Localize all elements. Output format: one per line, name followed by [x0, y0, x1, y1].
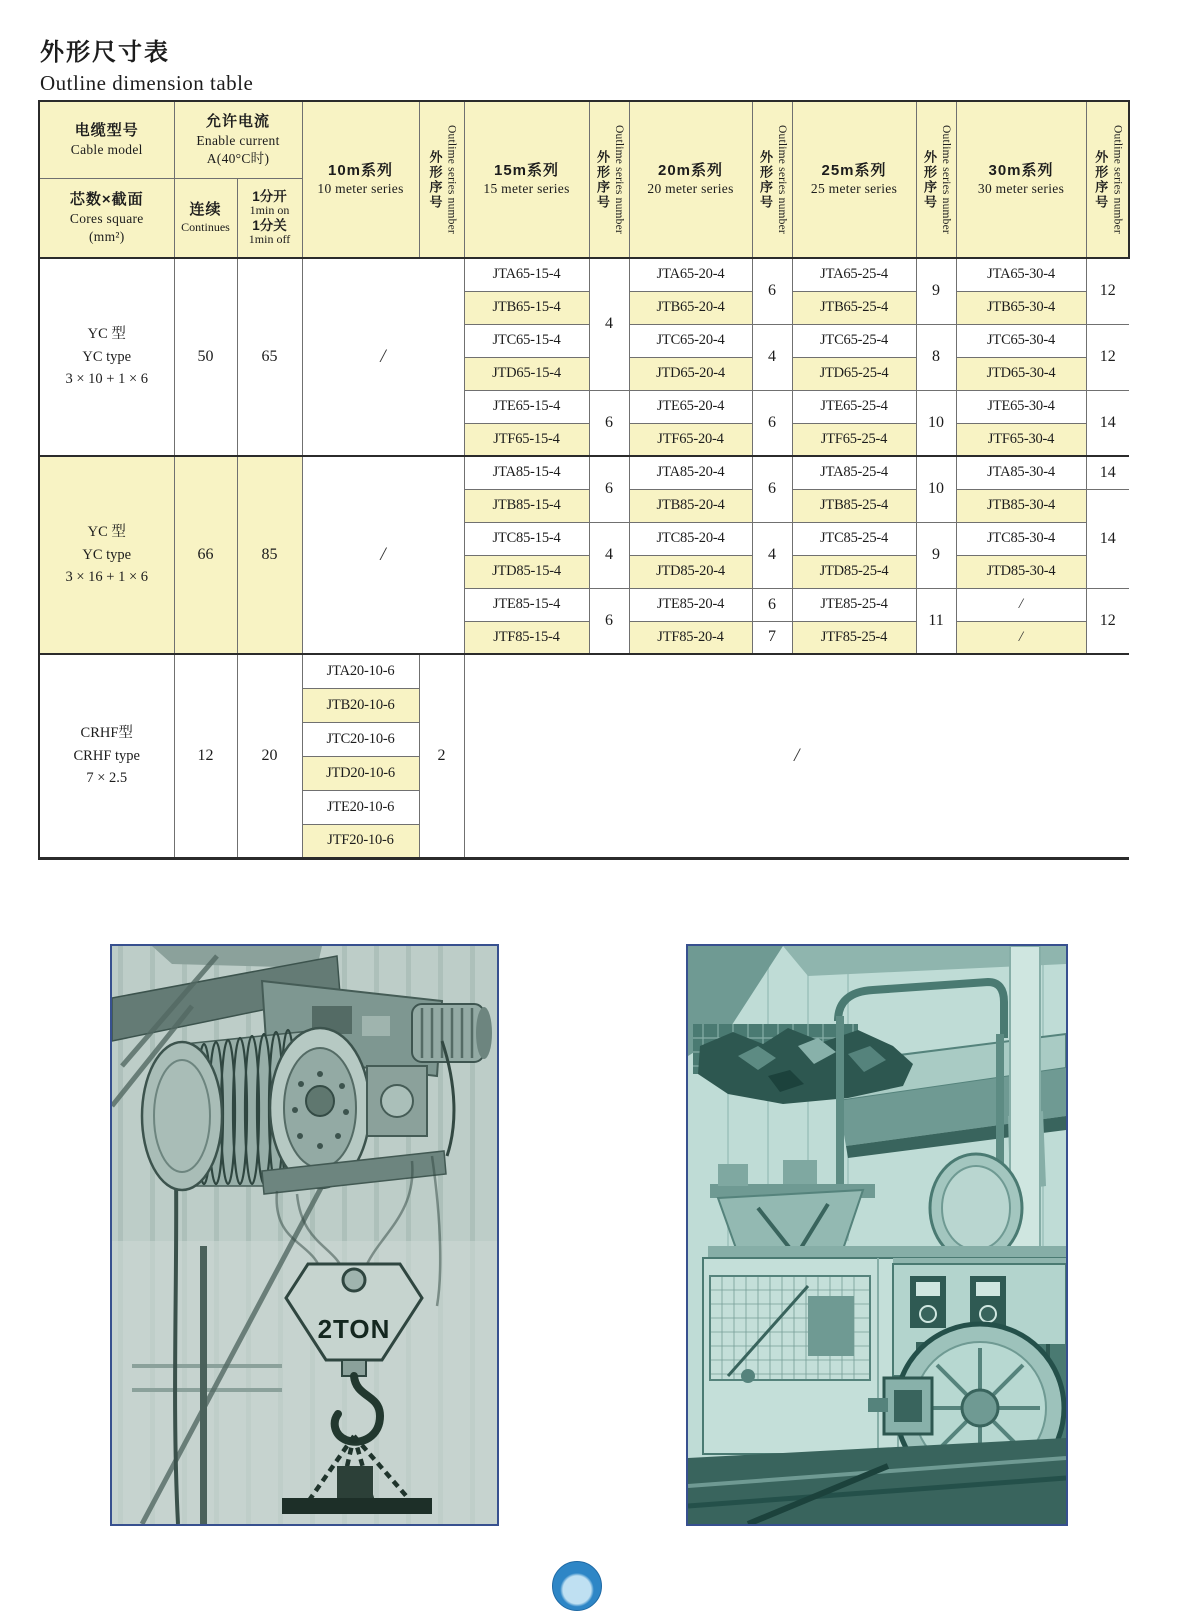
outline-num-cell: 14 [1086, 489, 1129, 588]
slash-cell: / [956, 588, 1086, 621]
series-cell: JTC20-10-6 [302, 722, 419, 756]
page-title-en: Outline dimension table [40, 71, 254, 95]
continuous-current-cell: 50 [174, 258, 237, 456]
outline-num-cell: 8 [916, 324, 956, 390]
series-cell: JTB65-15-4 [464, 291, 589, 324]
series-cell: JTE85-15-4 [464, 588, 589, 621]
series-cell: JTA65-15-4 [464, 258, 589, 291]
series-cell: JTB85-20-4 [629, 489, 752, 522]
header-outline-number: 外形序号 Outlime series number [916, 101, 956, 258]
outline-num-cell: 14 [1086, 390, 1129, 456]
series-cell: JTA20-10-6 [302, 654, 419, 688]
series-cell: JTF65-15-4 [464, 423, 589, 456]
series-cell: JTD20-10-6 [302, 756, 419, 790]
series-cell: JTA85-30-4 [956, 456, 1086, 489]
series-cell: JTC65-15-4 [464, 324, 589, 357]
outline-num-cell: 9 [916, 258, 956, 324]
series-cell: JTB65-25-4 [792, 291, 916, 324]
photo-trolley [686, 944, 1068, 1526]
intermittent-current-cell: 20 [237, 654, 302, 858]
outline-num-cell: 4 [589, 258, 629, 390]
header-outline-number: 外形序号 Outlime series number [1086, 101, 1129, 258]
series-cell: JTE65-20-4 [629, 390, 752, 423]
series-cell: JTF85-15-4 [464, 621, 589, 654]
series-cell: JTD65-15-4 [464, 357, 589, 390]
header-series-20m: 20m系列 20 meter series [629, 101, 752, 258]
hook-capacity-label: 2TON [317, 1314, 391, 1344]
series-cell: JTF65-30-4 [956, 423, 1086, 456]
outline-num-cell: 6 [752, 390, 792, 456]
slash-cell: / [464, 654, 1129, 858]
group-model-cell: CRHF型 CRHF type 7 × 2.5 [39, 654, 174, 858]
table-row [39, 456, 1129, 489]
series-cell: JTB85-30-4 [956, 489, 1086, 522]
group-model-cell: YC 型 YC type 3 × 16 + 1 × 6 [39, 456, 174, 654]
header-enable-current: 允许电流 Enable current A(40°C时) [174, 101, 302, 178]
series-cell: JTB65-30-4 [956, 291, 1086, 324]
outline-num-cell: 6 [589, 588, 629, 654]
table-row [39, 258, 1129, 291]
header-duty-cycle: 1分开 1min on 1分关 1min off [237, 178, 302, 258]
series-cell: JTB85-25-4 [792, 489, 916, 522]
series-cell: JTA65-20-4 [629, 258, 752, 291]
series-cell: JTE85-25-4 [792, 588, 916, 621]
header-outline-number: 外形序号 Outlime series number [419, 101, 464, 258]
table-row [39, 654, 1129, 688]
outline-num-cell: 12 [1086, 588, 1129, 654]
group-model-cell: YC 型 YC type 3 × 10 + 1 × 6 [39, 258, 174, 456]
header-cores-square: 芯数×截面 Cores square (mm²) [39, 178, 174, 258]
outline-num-cell: 6 [589, 390, 629, 456]
series-cell: JTA85-25-4 [792, 456, 916, 489]
series-cell: JTA65-30-4 [956, 258, 1086, 291]
series-cell: JTD85-15-4 [464, 555, 589, 588]
slash-cell: / [302, 456, 464, 654]
series-cell: JTB20-10-6 [302, 688, 419, 722]
series-cell: JTF65-20-4 [629, 423, 752, 456]
series-cell: JTC65-30-4 [956, 324, 1086, 357]
series-cell: JTE20-10-6 [302, 790, 419, 824]
outline-num-cell: 4 [752, 522, 792, 588]
outline-num-cell: 7 [752, 621, 792, 654]
intermittent-current-cell: 65 [237, 258, 302, 456]
header-outline-number: 外形序号 Outlime series number [589, 101, 629, 258]
header-outline-number: 外形序号 Outlime series number [752, 101, 792, 258]
series-cell: JTC65-20-4 [629, 324, 752, 357]
intermittent-current-cell: 85 [237, 456, 302, 654]
header-series-15m: 15m系列 15 meter series [464, 101, 589, 258]
trolley-illustration [688, 946, 1066, 1524]
page-title [40, 32, 253, 96]
photo-hoist [110, 944, 499, 1526]
series-cell: JTD85-20-4 [629, 555, 752, 588]
outline-num-cell: 4 [589, 522, 629, 588]
outline-num-cell: 6 [752, 588, 792, 621]
continuous-current-cell: 12 [174, 654, 237, 858]
outline-num-cell: 6 [752, 258, 792, 324]
series-cell: JTB85-15-4 [464, 489, 589, 522]
series-cell: JTF20-10-6 [302, 824, 419, 858]
outline-num-cell: 9 [916, 522, 956, 588]
series-cell: JTC85-25-4 [792, 522, 916, 555]
header-cable-model: 电缆型号 Cable model [39, 101, 174, 178]
series-cell: JTA85-15-4 [464, 456, 589, 489]
header-continuous: 连续 Continues [174, 178, 237, 258]
series-cell: JTA65-25-4 [792, 258, 916, 291]
series-cell: JTA85-20-4 [629, 456, 752, 489]
series-cell: JTC65-25-4 [792, 324, 916, 357]
series-cell: JTE65-30-4 [956, 390, 1086, 423]
header-row-1 [39, 101, 1129, 178]
outline-num-cell: 2 [419, 654, 464, 858]
outline-dimension-table [38, 100, 1130, 860]
series-cell: JTD65-25-4 [792, 357, 916, 390]
header-series-30m: 30m系列 30 meter series [956, 101, 1086, 258]
series-cell: JTC85-30-4 [956, 522, 1086, 555]
hoist-illustration [112, 946, 497, 1524]
logo-mark [552, 1561, 602, 1611]
series-cell: JTE65-15-4 [464, 390, 589, 423]
series-cell: JTB65-20-4 [629, 291, 752, 324]
continuous-current-cell: 66 [174, 456, 237, 654]
header-series-25m: 25m系列 25 meter series [792, 101, 916, 258]
slash-cell: / [302, 258, 464, 456]
series-cell: JTE65-25-4 [792, 390, 916, 423]
page-title-zh: 外形尺寸表 [40, 39, 170, 66]
series-cell: JTD85-30-4 [956, 555, 1086, 588]
outline-num-cell: 12 [1086, 324, 1129, 390]
slash-cell: / [956, 621, 1086, 654]
series-cell: JTE85-20-4 [629, 588, 752, 621]
series-cell: JTD85-25-4 [792, 555, 916, 588]
series-cell: JTF85-20-4 [629, 621, 752, 654]
series-cell: JTF85-25-4 [792, 621, 916, 654]
series-cell: JTD65-20-4 [629, 357, 752, 390]
outline-num-cell: 4 [752, 324, 792, 390]
series-cell: JTD65-30-4 [956, 357, 1086, 390]
series-cell: JTF65-25-4 [792, 423, 916, 456]
outline-num-cell: 6 [589, 456, 629, 522]
outline-num-cell: 12 [1086, 258, 1129, 324]
outline-num-cell: 11 [916, 588, 956, 654]
series-cell: JTC85-15-4 [464, 522, 589, 555]
outline-num-cell: 10 [916, 390, 956, 456]
outline-num-cell: 10 [916, 456, 956, 522]
series-cell: JTC85-20-4 [629, 522, 752, 555]
outline-num-cell: 14 [1086, 456, 1129, 489]
outline-num-cell: 6 [752, 456, 792, 522]
hoist-motor [412, 1004, 492, 1062]
header-series-10m: 10m系列 10 meter series [302, 101, 419, 258]
